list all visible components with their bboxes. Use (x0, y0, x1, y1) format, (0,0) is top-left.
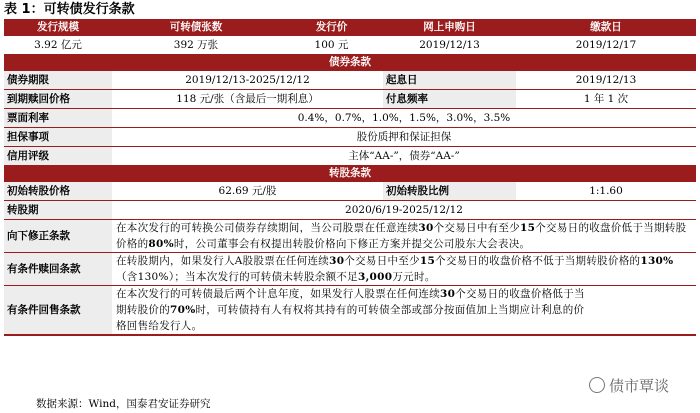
redeem-price-value: 118 元/张（含最后一期利息） (112, 90, 383, 109)
interest-freq-label: 付息频率 (383, 90, 516, 109)
bond-term-value: 2019/12/13-2025/12/12 (185, 73, 310, 86)
conversion-price-value: 62.69 元/股 (218, 184, 277, 197)
header-subscribe-date: 网上申购日 (383, 19, 516, 36)
wechat-channel-icon (589, 377, 605, 393)
coupon-row (4, 109, 696, 128)
conditional-call-text: 在转股期内，如果发行人A股股票在任何连续30个交易日中至少15个交易日的收盘价格不低于当期转股价格的130%（含130%）；当本次发行的可转债未转股余额不足3,000万元时。 (112, 253, 696, 286)
down-revision-label: 向下修正条款 (4, 220, 112, 253)
guarantee-row (4, 128, 696, 147)
bond-term-row (4, 71, 696, 90)
header-payment-date: 缴款日 (516, 19, 696, 36)
guarantee-value: 股份质押和保证担保 (112, 128, 696, 147)
header-issue-scale: 发行规模 (4, 19, 112, 36)
rating-value: 主体“AA-”，债券“AA-” (112, 147, 696, 166)
conversion-period-row (4, 201, 696, 220)
down-revision-row (4, 220, 696, 253)
interest-start-label: 起息日 (383, 71, 516, 90)
conversion-price-label: 初始转股价格 (4, 182, 112, 201)
conversion-ratio-value: 1:1.60 (589, 184, 623, 197)
section-bond-title: 债券条款 (4, 54, 696, 71)
table-title: 表 1：可转债发行条款 (4, 2, 135, 17)
conditional-put-label: 有条件回售条款 (4, 286, 112, 336)
watermark-text: 债市覃谈 (609, 377, 670, 395)
watermark (589, 375, 669, 396)
header-row (4, 19, 696, 36)
convertible-bond-terms-table (4, 19, 696, 336)
subscribe-date: 2019/12/13 (419, 38, 480, 51)
down-revision-text: 在本次发行的可转换公司债券存续期间，当公司股票在任意连续30个交易日中有至少15个交易日的收盘价低于当期转股价格的80%时，公司董事会有权提出转股价格向下修正方案并提交公司股东大会表决。 (112, 220, 696, 253)
section-bond-terms (4, 54, 696, 71)
conditional-call-label: 有条件赎回条款 (4, 253, 112, 286)
issue-scale: 3.92 亿元 (34, 38, 82, 51)
section-conversion-terms (4, 165, 696, 182)
bond-term-label: 债券期限 (4, 71, 112, 90)
header-bond-count: 可转债张数 (112, 19, 280, 36)
rating-row (4, 147, 696, 166)
coupon-label: 票面利率 (4, 109, 112, 128)
conditional-call-row (4, 253, 696, 286)
rating-label: 信用评级 (4, 147, 112, 166)
payment-date: 2019/12/17 (575, 38, 637, 51)
interest-start-value: 2019/12/13 (575, 73, 637, 86)
data-source-footnote: 数据来源：Wind，国泰君安证券研究 (36, 398, 211, 410)
conversion-period-label: 转股期 (4, 201, 112, 220)
conversion-ratio-label: 初始转股比例 (383, 182, 516, 201)
conversion-period-value: 2020/6/19-2025/12/12 (112, 201, 696, 220)
issue-row (4, 36, 696, 54)
interest-freq-value: 1 年 1 次 (516, 90, 696, 109)
conversion-price-row (4, 182, 696, 201)
coupon-value: 0.4%，0.7%，1.0%，1.5%，3.0%，3.5% (112, 109, 696, 128)
conditional-put-text: 在本次发行的可转债最后两个计息年度，如果发行人股票在任何连续30个交易日的收盘价格低于当期转股价的70%时，可转债持有人有权将其持有的可转债全部或部分按面值加上当期应计利息的价格回售给发行人。 (112, 286, 696, 336)
conditional-put-row (4, 286, 696, 336)
redeem-row (4, 90, 696, 109)
redeem-price-label: 到期赎回价格 (4, 90, 112, 109)
header-issue-price: 发行价 (280, 19, 383, 36)
section-conversion-title: 转股条款 (4, 165, 696, 182)
bond-count: 392 万张 (173, 38, 219, 51)
guarantee-label: 担保事项 (4, 128, 112, 147)
issue-price: 100 元 (314, 38, 349, 51)
